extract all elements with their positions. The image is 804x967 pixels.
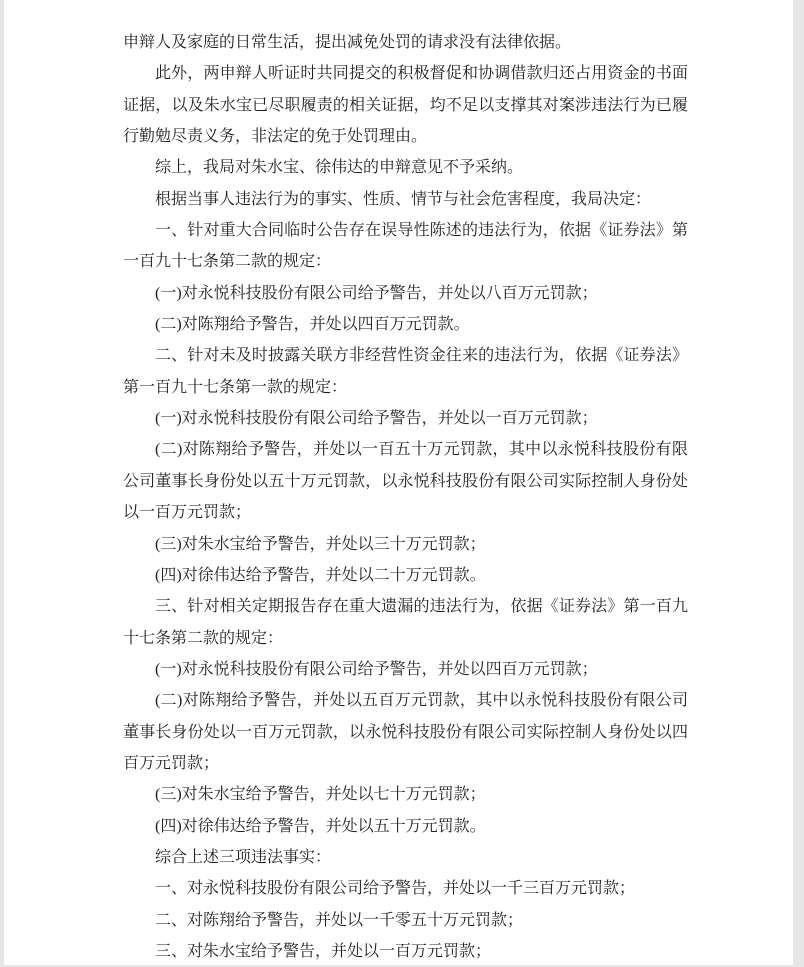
text-line: 十七条第二款的规定： — [123, 629, 284, 647]
text-line: 此外，两申辩人听证时共同提交的积极督促和协调借款归还占用资金的书面 — [155, 65, 688, 83]
text-line: (一)对永悦科技股份有限公司给予警告，并处以四百万元罚款； — [155, 660, 598, 678]
text-line: 一、对永悦科技股份有限公司给予警告，并处以一千三百万元罚款； — [155, 880, 636, 898]
para-hearing-evidence-insufficient — [123, 58, 688, 152]
document-text-block — [4, 0, 688, 967]
para-decision-basis — [123, 184, 688, 215]
para-v3-penalty-company — [123, 654, 688, 685]
text-line: 行勤勉尽责义务，非法定的免于处罚理由。 — [123, 128, 428, 146]
text-line: 综上，我局对朱水宝、徐伟达的申辩意见不予采纳。 — [155, 159, 524, 177]
text-line: 综合上述三项违法事实： — [155, 848, 332, 866]
para-v2-penalty-zhushuibao — [123, 529, 688, 560]
para-v3-penalty-zhushuibao — [123, 779, 688, 810]
para-v2-penalty-company — [123, 403, 688, 434]
para-v3-penalty-xuweida — [123, 811, 688, 842]
text-line: 申辩人及家庭的日常生活，提出减免处罚的请求没有法律依据。 — [123, 34, 572, 51]
text-line: 以一百万元罚款； — [123, 504, 252, 522]
text-line: (二)对陈翔给予警告，并处以四百万元罚款。 — [155, 316, 470, 334]
document-page — [4, 0, 793, 965]
text-line: 二、对陈翔给予警告，并处以一千零五十万元罚款； — [155, 911, 524, 929]
text-line: 三、针对相关定期报告存在重大遗漏的违法行为，依据《证券法》第一百九 — [155, 598, 688, 616]
text-line: (四)对徐伟达给予警告，并处以二十万元罚款。 — [155, 566, 486, 584]
text-line: 根据当事人违法行为的事实、性质、情节与社会危害程度，我局决定： — [155, 190, 652, 208]
para-v1-penalty-chenxiang — [123, 309, 688, 340]
para-defense-not-adopted — [123, 152, 688, 183]
para-v1-penalty-company — [123, 278, 688, 309]
para-violation-1-heading — [123, 215, 688, 278]
text-line: (二)对陈翔给予警告，并处以五百万元罚款，其中以永悦科技股份有限公司 — [155, 692, 688, 710]
para-combined-penalty-zhushuibao — [123, 936, 688, 967]
text-line: 一百九十七条第二款的规定： — [123, 253, 332, 271]
text-line: 董事长身份处以一百万元罚款，以永悦科技股份有限公司实际控制人身份处以四 — [123, 723, 688, 741]
text-line: (二)对陈翔给予警告，并处以一百五十万元罚款，其中以永悦科技股份有限 — [155, 441, 688, 459]
text-line: 二、针对未及时披露关联方非经营性资金往来的违法行为，依据《证券法》 — [155, 347, 688, 365]
text-line: (三)对朱水宝给予警告，并处以三十万元罚款； — [155, 535, 486, 553]
para-v3-penalty-chenxiang — [123, 685, 688, 779]
para-violation-2-heading — [123, 340, 688, 403]
para-v2-penalty-chenxiang — [123, 434, 688, 528]
text-line: 公司董事长身份处以五十万元罚款，以永悦科技股份有限公司实际控制人身份处 — [123, 472, 688, 490]
para-continuation-defense-no-legal-basis — [123, 27, 688, 58]
text-line: (四)对徐伟达给予警告，并处以五十万元罚款。 — [155, 817, 486, 835]
para-combined-facts-heading — [123, 842, 688, 873]
text-line: 证据，以及朱水宝已尽职履责的相关证据，均不足以支撑其对案涉违法行为已履 — [123, 96, 688, 114]
para-violation-3-heading — [123, 591, 688, 654]
text-line: 第一百九十七条第一款的规定： — [123, 378, 348, 396]
text-line: (三)对朱水宝给予警告，并处以七十万元罚款； — [155, 786, 486, 804]
para-v2-penalty-xuweida — [123, 560, 688, 591]
text-line: (一)对永悦科技股份有限公司给予警告，并处以一百万元罚款； — [155, 410, 598, 428]
text-line: 百万元罚款； — [123, 754, 220, 772]
text-line: 一、针对重大合同临时公告存在误导性陈述的违法行为，依据《证券法》第 — [155, 222, 688, 240]
para-combined-penalty-chenxiang — [123, 905, 688, 936]
para-combined-penalty-company — [123, 873, 688, 904]
text-line: (一)对永悦科技股份有限公司给予警告，并处以八百万元罚款； — [155, 284, 598, 302]
text-line: 三、对朱水宝给予警告，并处以一百万元罚款； — [155, 942, 492, 960]
